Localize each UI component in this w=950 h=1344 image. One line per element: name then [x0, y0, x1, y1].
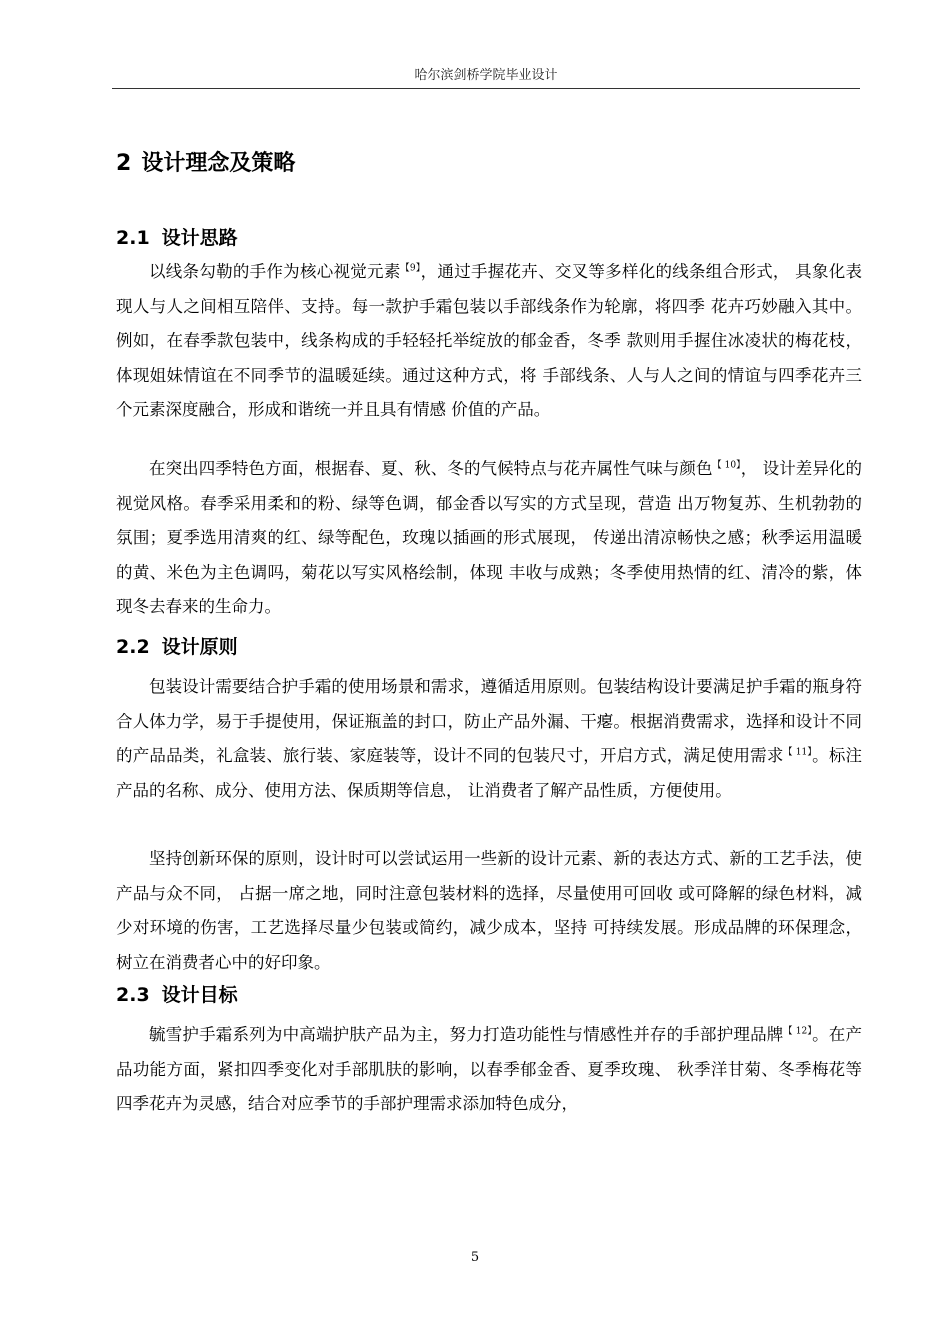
- section-title-2-3: [116, 981, 238, 1009]
- running-header: 哈尔滨剑桥学院毕业设计: [414, 68, 558, 83]
- paragraph-2-2-1: [116, 670, 862, 808]
- section-title-text: 设计思路: [161, 227, 238, 249]
- section-title-text: 设计目标: [161, 984, 238, 1006]
- citation: 【 12】: [783, 1026, 813, 1037]
- section-number: 2.1: [116, 227, 150, 249]
- paragraph-2-1-1: [116, 255, 862, 428]
- section-title-text: 设计原则: [161, 636, 238, 658]
- citation: 【 11】: [783, 747, 813, 758]
- section-number: 2.2: [116, 636, 150, 658]
- paragraph-2-2-2: [116, 842, 862, 980]
- paragraph-text: 坚持创新环保的原则，设计时可以尝试运用一些新的设计元素、新的表达方式、新的工艺手法，使产品与众不同， 占据一席之地，同时注意包装材料的选择，尽量使用可回收 或可降解的绿色材料，减少对环境的伤害，工艺选择尽量少包装或简约，减少成本，坚持 可持续发展。形成品牌的环保理念，树立在消费者心中的好印象。: [116, 849, 862, 972]
- paragraph-text: ，通过手握花卉、交叉等多样化的线条组合形式， 具象化表现人与人之间相互陪伴、支持。每一款护手霜包装以手部线条作为轮廓，将四季 花卉巧妙融入其中。例如，在春季款包装中，线条构成的手轻轻托举绽放的郁金香，冬季 款则用手握住冰凌状的梅花枝，体现姐妹情谊在不同季节的温暖延续。通过这种方式，将 手部线条、人与人之间的情谊与四季花卉三个元素深度融合，形成和谐统一并且具有情感 价值的产品。: [116, 262, 863, 420]
- paragraph-text: 在突出四季特色方面，根据春、夏、秋、冬的气候特点与花卉属性气味与颜色: [149, 459, 713, 478]
- paragraph-2-3-1: [116, 1018, 862, 1122]
- citation: 【9】: [400, 263, 421, 274]
- paragraph-2-1-2: [116, 452, 862, 625]
- paragraph-text: 。标注产品的名称、成分、使用方法、保质期等信息， 让消费者了解产品性质，方便使用。: [116, 746, 863, 800]
- citation: 【 10】: [712, 460, 741, 471]
- paragraph-text: 。在产品功能方面，紧扣四季变化对手部肌肤的影响，以春季郁金香、夏季玫瑰、 秋季洋甘菊、冬季梅花等四季花卉为灵感，结合对应季节的手部护理需求添加特色成分，: [116, 1025, 863, 1114]
- chapter-number: 2: [116, 151, 132, 176]
- page-number: 5: [470, 1250, 480, 1265]
- chapter-title-text: 设计理念及策略: [141, 151, 296, 176]
- paragraph-text: 包装设计需要结合护手霜的使用场景和需求，遵循适用原则。包装结构设计要满足护手霜的瓶身符合人体力学，易于手提使用，保证瓶盖的封口，防止产品外漏、干瘪。根据消费需求，选择和设计不同的产品品类，礼盒装、旅行装、家庭装等，设计不同的包装尺寸，开启方式，满足使用需求: [116, 677, 862, 766]
- header-divider: [112, 88, 860, 89]
- paragraph-text: 毓雪护手霜系列为中高端护肤产品为主，努力打造功能性与情感性并存的手部护理品牌: [149, 1025, 784, 1044]
- section-number: 2.3: [116, 984, 150, 1006]
- paragraph-text: 以线条勾勒的手作为核心视觉元素: [149, 262, 401, 281]
- section-title-2-1: [116, 224, 238, 252]
- chapter-title: [116, 148, 295, 180]
- paragraph-text: ， 设计差异化的视觉风格。春季采用柔和的粉、绿等色调，郁金香以写实的方式呈现，营造 出万物复苏、生机勃勃的氛围；夏季选用清爽的红、绿等配色，玫瑰以插画的形式展现， 传递出清凉畅快之感；秋季运用温暖的黄、米色为主色调吗，菊花以写实风格绘制，体现 丰收与成熟；冬季使用热情的红、清冷的紫，体现冬去春来的生命力。: [116, 459, 862, 617]
- section-title-2-2: [116, 633, 238, 661]
